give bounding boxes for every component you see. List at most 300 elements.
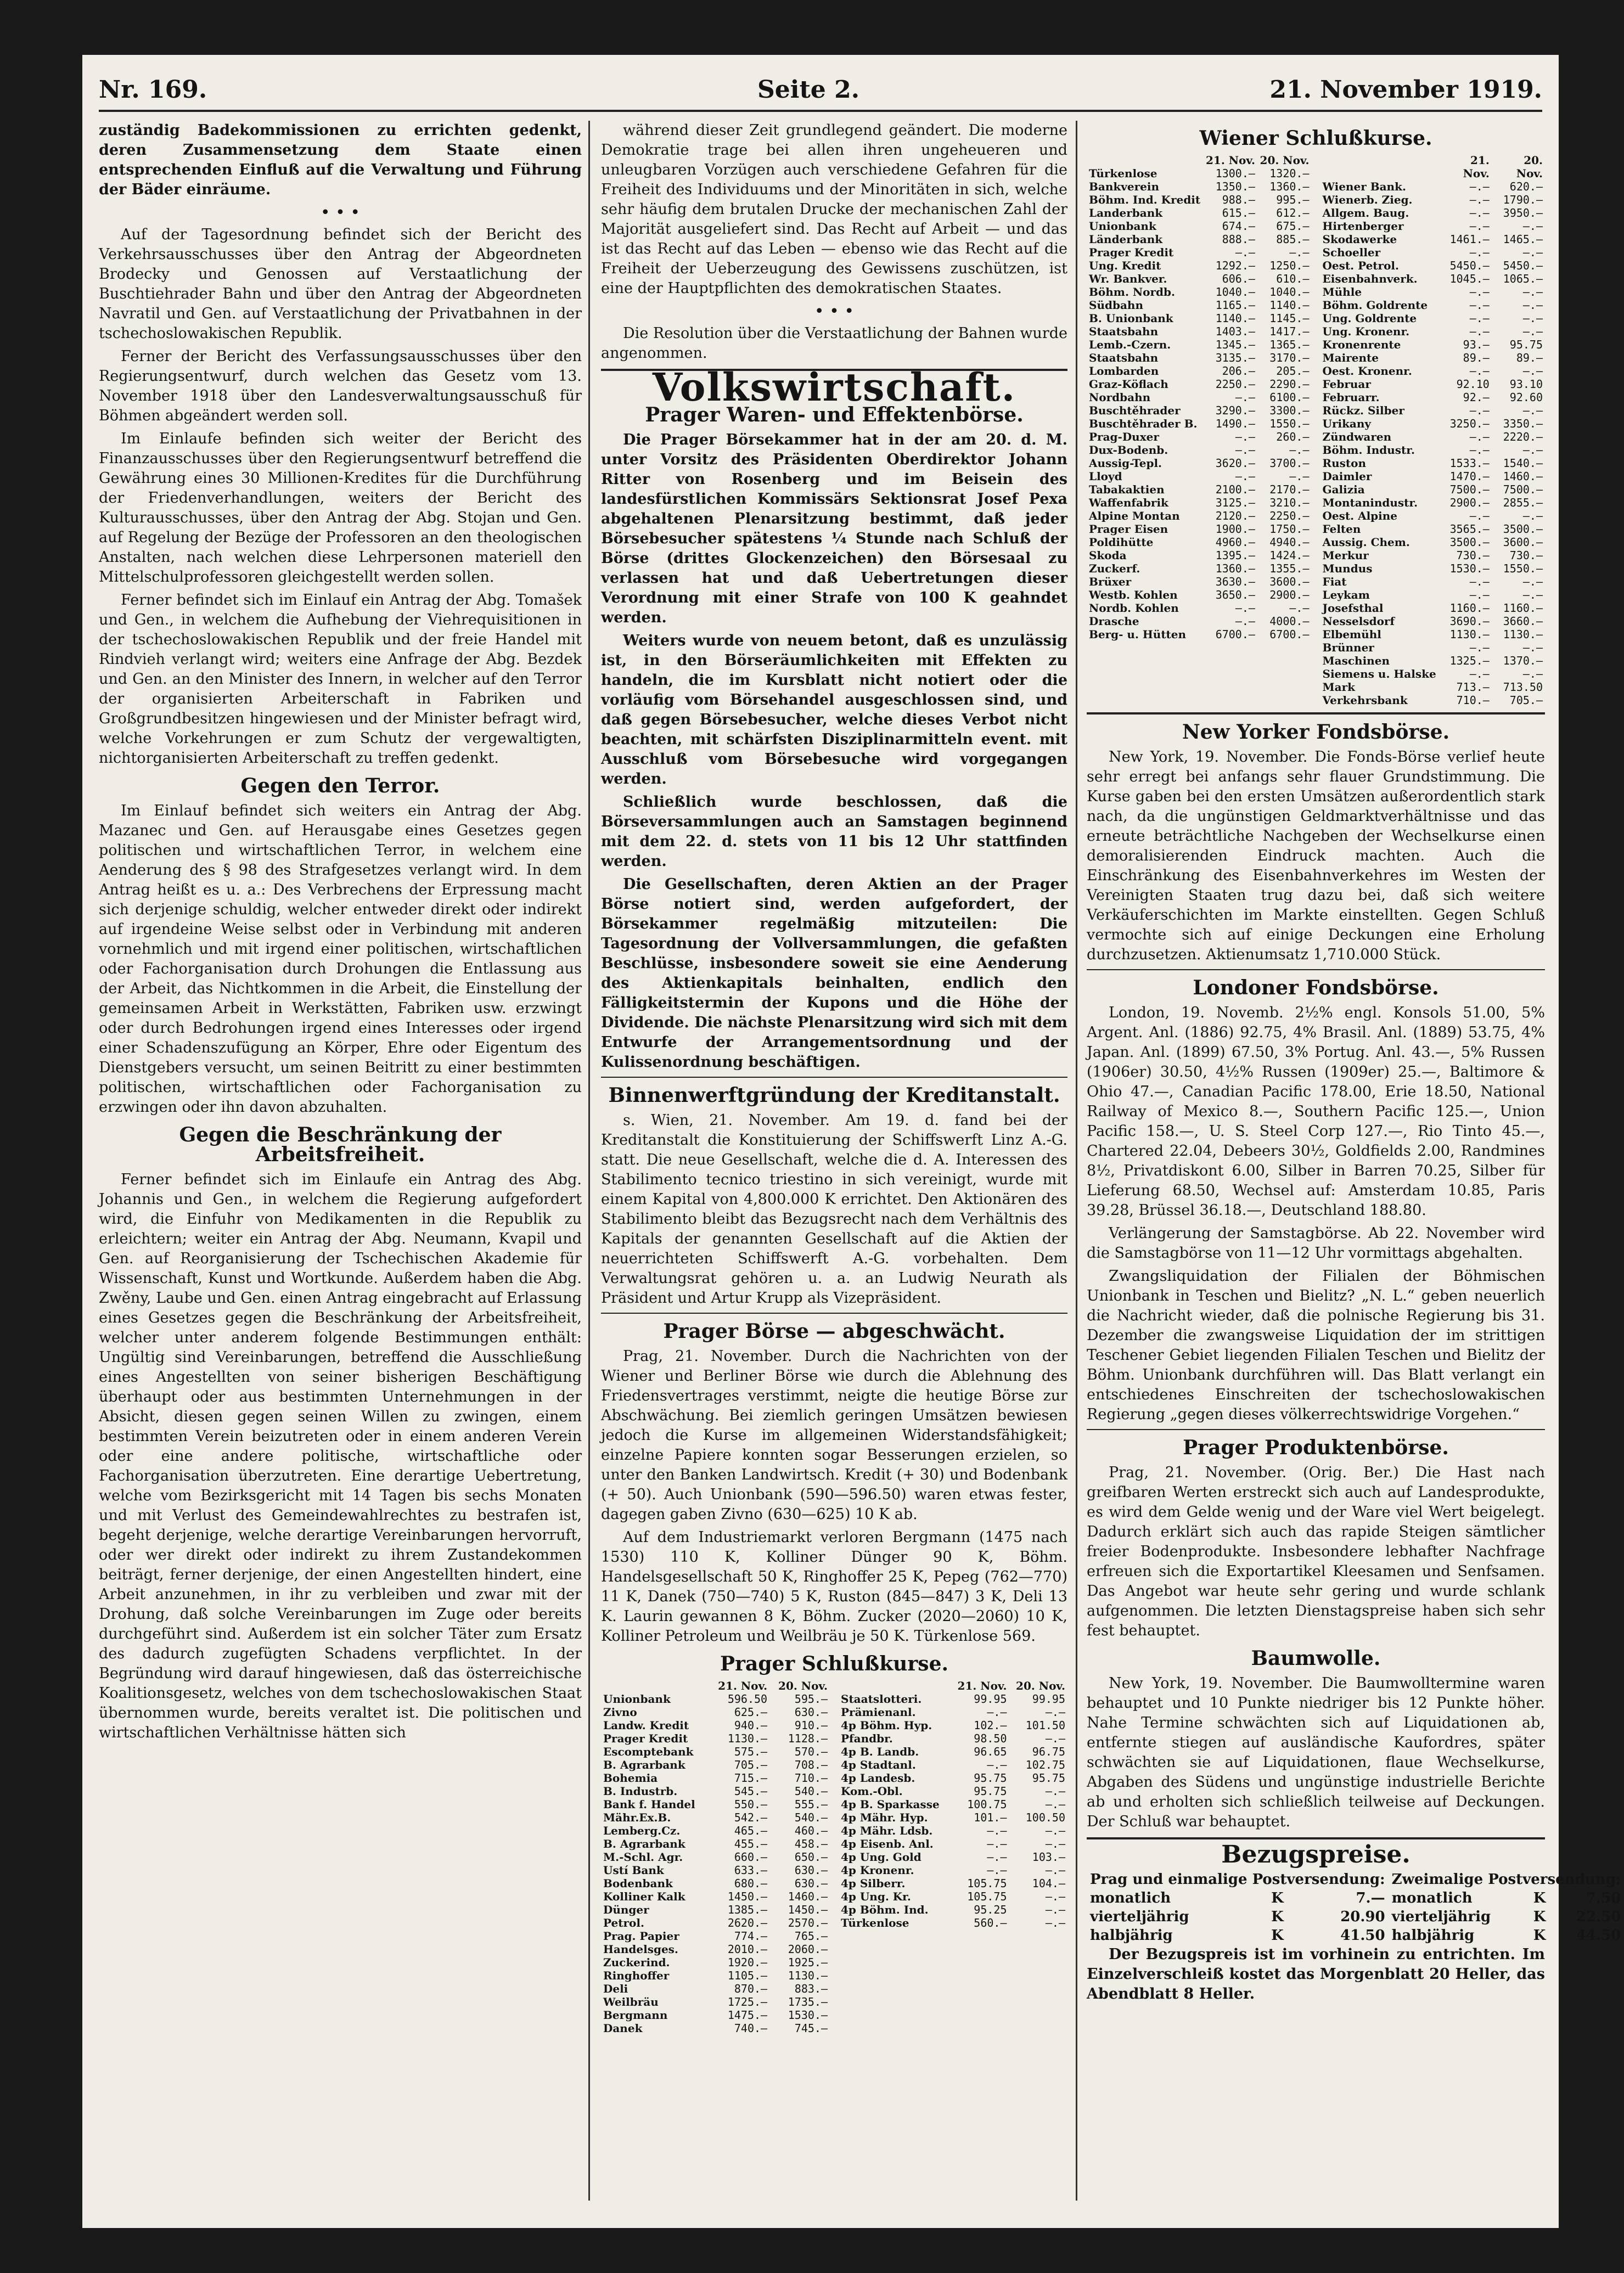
price-cell: —.—: [1522, 325, 1543, 338]
table-row: [1320, 417, 1546, 430]
security-name: Staatsbahn: [1089, 351, 1159, 364]
column-rule: [588, 121, 590, 2201]
table-row: [1320, 312, 1546, 325]
security-name: Februar: [1322, 378, 1371, 391]
section-heading: Baumwolle.: [1251, 1647, 1381, 1670]
price-cell: 740.—: [734, 2022, 768, 2035]
price-cell: 1725.—: [727, 1995, 768, 2008]
price-cell: 4000.—: [1269, 615, 1310, 628]
price-cell: —.—: [1469, 246, 1490, 259]
price-cell: 1145.—: [1269, 312, 1310, 325]
table-row: [601, 2022, 830, 2035]
price-cell: 705.—: [734, 1758, 768, 1771]
page-number: Seite 2.: [757, 76, 860, 104]
table-row: [839, 1758, 1067, 1771]
security-name: Dux-Bodenb.: [1089, 443, 1168, 457]
security-name: Prag-Duxer: [1089, 430, 1159, 443]
price-cell: 103.—: [1032, 1850, 1065, 1864]
security-name: Staatslotteri.: [841, 1692, 922, 1706]
price-cell: 1325.—: [1449, 654, 1490, 667]
subscription-cell: K: [1533, 1927, 1546, 1944]
table-row: [1087, 483, 1312, 496]
price-cell: 1540.—: [1503, 457, 1543, 470]
security-name: Petrol.: [603, 1916, 644, 1929]
price-cell: 98.50: [974, 1732, 1007, 1745]
price-cell: 1128.—: [788, 1732, 828, 1745]
price-cell: 595.—: [794, 1692, 828, 1706]
security-name: Kolliner Kalk: [603, 1890, 685, 1903]
security-name: Brünner: [1322, 641, 1374, 654]
price-cell: 1105.—: [727, 1969, 768, 1982]
security-name: Hirtenberger: [1322, 220, 1404, 233]
subscription-cell: vierteljährig: [1391, 1909, 1491, 1925]
table-row: [839, 1811, 1067, 1824]
column-rule: [1076, 121, 1077, 2201]
security-name: Wienerb. Zieg.: [1322, 193, 1413, 206]
paragraph: Die Gesellschaften, deren Aktien an der Prager Börse notiert sind, werden aufgefordert, der Börsekammer regelmäßig mitzuteilen: Die Tagesordnung der Vollversammlungen, die gefaßten Beschlüsse, insbesondere soweit sie eine Aenderung des Aktienkapitals beinhalten, endlich den Fälligkeitstermin der Kupons und die Höhe der Dividende. Die nächste Plenarsitzung wird sich mit dem Entwurfe der Arrangementsordnung und der Kulissenordnung beschäftigen.: [601, 876, 1067, 1071]
price-cell: 2620.—: [727, 1916, 768, 1929]
security-name: 4p Stadtanl.: [841, 1758, 916, 1771]
security-name: Urikany: [1322, 417, 1372, 430]
security-name: Brüxer: [1089, 575, 1132, 588]
section-heading: Gegen den Terror.: [240, 774, 440, 797]
price-cell: 260.—: [1276, 430, 1310, 443]
divider: [1087, 1837, 1545, 1839]
section-heading: Gegen die Beschränkung der Arbeitsfreiheit.: [179, 1123, 502, 1166]
security-name: Mark: [1322, 680, 1355, 694]
price-cell: —.—: [1235, 246, 1255, 259]
table-row: [601, 1732, 830, 1745]
security-name: Berg- u. Hütten: [1089, 628, 1187, 641]
price-cell: 95.25: [974, 1903, 1007, 1916]
security-name: Prager Kredit: [603, 1732, 688, 1745]
price-cell: 1460.—: [1503, 470, 1543, 483]
price-cell: 1370.—: [1503, 654, 1543, 667]
security-name: Mundus: [1322, 562, 1373, 575]
price-cell: 2570.—: [788, 1916, 828, 1929]
security-name: Nordb. Kohlen: [1089, 601, 1179, 615]
column-header: 20. Nov.: [778, 1679, 828, 1692]
price-cell: 1490.—: [1215, 417, 1255, 430]
security-name: Buschtěhrader B.: [1089, 417, 1198, 430]
subscription-cell: halbjährig: [1391, 1927, 1475, 1944]
table-row: [839, 1719, 1067, 1732]
table-row: [1087, 443, 1312, 457]
price-cell: —.—: [1235, 470, 1255, 483]
price-cell: 1140.—: [1215, 312, 1255, 325]
price-cell: 2010.—: [727, 1943, 768, 1956]
price-cell: —.—: [1469, 364, 1490, 378]
security-name: Böhm. Industr.: [1322, 443, 1415, 457]
price-cell: —.—: [987, 1824, 1007, 1837]
security-name: Lemb.-Czern.: [1089, 338, 1171, 351]
price-cell: 3500.—: [1503, 522, 1543, 536]
price-cell: 93.—: [1463, 338, 1490, 351]
price-cell: 708.—: [794, 1758, 828, 1771]
column-header: 20. Nov.: [1016, 1679, 1065, 1692]
table-row: [839, 1692, 1067, 1706]
section-heading: Prager Waren- und Effektenbörse.: [645, 403, 1024, 426]
table-row: [1320, 694, 1546, 707]
price-cell: 1355.—: [1269, 562, 1310, 575]
paragraph: Im Einlauf befindet sich weiters ein Antrag der Abg. Mazanec und Gen. auf Herausgabe eines Gesetzes gegen politischen und wirtschaftlichen Terror, in welchem eine Aenderung des § 98 des Strafgesetzes verlangt wird. In dem Antrag heißt es u. a.: Des Verbrechens der Erpressung macht sich derjenige schuldig, welcher entweder direkt oder indirekt auf irgendeine Weise selbst oder in Verbindung mit anderen vornehmlich und mit irgend einer politischen, wirtschaftlichen oder Fachorganisation durch Drohungen die Entlassung aus der Arbeit, das Nichtkommen in die Arbeit, die Einstellung der gemeinsamen Arbeit in Werkstätten, Fabriken usw. erzwingt oder durch Bedrohungen irgend eines Interesses oder irgend einer Schadenszufügung an Körper, Ehre oder Eigentum des Dienstgebers versucht, um seinen Beitritt zu einer bestimmten politischen, wirtschaftlichen oder Fachorganisation zu erzwingen oder ihn davon abzuhalten.: [99, 802, 582, 1116]
security-name: Zivno: [603, 1706, 637, 1719]
security-name: Wiener Bank.: [1322, 180, 1406, 193]
price-cell: 3620.—: [1215, 457, 1255, 470]
price-cell: 1040.—: [1215, 285, 1255, 299]
subscription-cell: K: [1533, 1890, 1546, 1906]
security-name: Deli: [603, 1982, 628, 1995]
price-cell: —.—: [1522, 404, 1543, 417]
price-cell: —.—: [1522, 220, 1543, 233]
price-cell: 713.—: [1456, 680, 1490, 694]
security-name: Eisenbahnverk.: [1322, 272, 1418, 285]
security-name: Länderbank: [1089, 233, 1163, 246]
security-name: Skodawerke: [1322, 233, 1397, 246]
table-row: [1087, 351, 1312, 364]
price-cell: —.—: [1045, 1864, 1065, 1877]
section-title: Volkswirtschaft.: [652, 364, 1016, 410]
table-row: [1320, 628, 1546, 641]
security-name: Ustí Bank: [603, 1864, 664, 1877]
table-row: [1320, 233, 1546, 246]
separator: • • •: [320, 203, 361, 222]
issue-date: 21. November 1919.: [1269, 76, 1542, 104]
subscription-cell: vierteljährig: [1090, 1909, 1189, 1925]
price-cell: 7500.—: [1449, 483, 1490, 496]
price-cell: 1292.—: [1215, 259, 1255, 272]
table-row: [1320, 522, 1546, 536]
table-row: [1320, 562, 1546, 575]
price-cell: —.—: [987, 1837, 1007, 1850]
security-name: Montanindustr.: [1322, 496, 1418, 509]
paragraph: New York, 19. November. Die Fonds-Börse verlief heute sehr erregt bei anfangs sehr flauer Grundstimmung. Die Kurse gaben bei den ersten Umsätzen außerordentlich stark nach, da die ungünstigen Geldmarktverhältnisse und das erneute beträchtliche Nachgeben der Wechselkurse einen demoralisierenden Eindruck machten. Auch die Einschränkung des Eisenbahnverkehres im Westen der Vereinigten Staaten trug dazu bei, daß sich weitere Verkäuferschichten im Markte einstellten. Gegen Schluß vermochte sich auf einige Deckungen eine Erholung durchzusetzen. Aktienumsatz 1,710.000 Stück.: [1087, 749, 1545, 963]
table-row: [839, 1771, 1067, 1785]
security-name: Böhm. Goldrente: [1322, 299, 1428, 312]
price-cell: 560.—: [974, 1916, 1007, 1929]
price-cell: 1461.—: [1449, 233, 1490, 246]
table-row: [1087, 272, 1312, 285]
subscription-cell: monatlich: [1090, 1890, 1171, 1906]
table-row: [1087, 299, 1312, 312]
table-row: [1087, 404, 1312, 417]
price-cell: 3690.—: [1449, 615, 1490, 628]
price-cell: 1300.—: [1215, 167, 1255, 180]
security-name: Felten: [1322, 522, 1361, 536]
table-row: [1087, 430, 1312, 443]
security-name: Unionbank: [603, 1692, 671, 1706]
table-row: [839, 1732, 1067, 1745]
price-cell: 3700.—: [1269, 457, 1310, 470]
table-row: [601, 1864, 830, 1877]
price-cell: —.—: [1469, 285, 1490, 299]
security-name: Siemens u. Halske: [1322, 667, 1436, 680]
security-name: Danek: [603, 2022, 643, 2035]
prague-closing-prices: [601, 1679, 1067, 2035]
table-row: [1087, 509, 1312, 522]
price-cell: —.—: [1045, 1824, 1065, 1837]
price-cell: 3170.—: [1269, 351, 1310, 364]
price-cell: —.—: [1289, 470, 1310, 483]
table-row: [1320, 378, 1546, 391]
price-cell: 95.75: [974, 1785, 1007, 1798]
security-name: Bergmann: [603, 2008, 668, 2022]
price-cell: —.—: [1235, 391, 1255, 404]
price-cell: —.—: [1045, 1732, 1065, 1745]
price-cell: —.—: [1469, 312, 1490, 325]
price-cell: 95.75: [974, 1771, 1007, 1785]
table-row: [601, 1890, 830, 1903]
price-cell: 4940.—: [1269, 536, 1310, 549]
price-cell: 1140.—: [1269, 299, 1310, 312]
price-cell: 205.—: [1276, 364, 1310, 378]
price-cell: 1065.—: [1503, 272, 1543, 285]
price-cell: 92.60: [1509, 391, 1543, 404]
price-cell: 1417.—: [1269, 325, 1310, 338]
table-row: [1087, 180, 1312, 193]
table-header: [601, 1679, 830, 1692]
security-name: Prag. Papier: [603, 1929, 679, 1943]
price-cell: —.—: [1289, 246, 1310, 259]
table-row: [1320, 615, 1546, 628]
security-name: 4p Kronenr.: [841, 1864, 914, 1877]
price-cell: 680.—: [734, 1877, 768, 1890]
price-cell: 2250.—: [1215, 378, 1255, 391]
table-row: [601, 1745, 830, 1758]
subscription-cell: 44.50: [1576, 1927, 1621, 1944]
subscription-prices: [1087, 1870, 1624, 1945]
price-cell: 93.10: [1509, 378, 1543, 391]
price-cell: 3350.—: [1503, 417, 1543, 430]
table-row: [1320, 404, 1546, 417]
security-name: Elbemühl: [1322, 628, 1381, 641]
price-cell: 89.—: [1463, 351, 1490, 364]
price-cell: 89.—: [1516, 351, 1543, 364]
price-cell: 1450.—: [727, 1890, 768, 1903]
security-name: Februarr.: [1322, 391, 1380, 404]
table-row: [1320, 457, 1546, 470]
price-cell: 630.—: [794, 1864, 828, 1877]
section-heading: Binnenwerftgründung der Kreditanstalt.: [608, 1084, 1060, 1107]
price-cell: 1465.—: [1503, 233, 1543, 246]
price-cell: 460.—: [794, 1824, 828, 1837]
paragraph: Prag, 21. November. (Orig. Ber.) Die Hast nach greifbaren Werten erstreckt sich auch auf Landesprodukte, es wird dem Gelde wenig und der Ware viel Wert beigelegt. Dadurch erklärt sich auch das rapide Steigen sämtlicher freier Bodenprodukte. Insbesondere lebhafter Nachfrage erfreuen sich die Exportartikel Kleesamen und Senfsamen. Das Angebot war heute sehr gering und wurde schlank aufgenommen. Die letzten Dienstagspreise haben sich sehr fest behauptet.: [1087, 1464, 1545, 1639]
price-cell: 3250.—: [1449, 417, 1490, 430]
price-table-right: [1320, 154, 1546, 707]
price-cell: 3210.—: [1269, 496, 1310, 509]
table-row: [1320, 259, 1546, 272]
price-cell: 988.—: [1222, 193, 1255, 206]
price-cell: 1360.—: [1269, 180, 1310, 193]
price-table-left: [1087, 154, 1312, 641]
price-cell: 1320.—: [1269, 167, 1310, 180]
price-cell: 6700.—: [1215, 628, 1255, 641]
security-name: Poldihütte: [1089, 536, 1154, 549]
column-header: 20. Nov.: [1516, 154, 1543, 180]
price-cell: 615.—: [1222, 206, 1255, 220]
price-cell: 1250.—: [1269, 259, 1310, 272]
price-cell: 910.—: [794, 1719, 828, 1732]
price-cell: 95.75: [1509, 338, 1543, 351]
price-cell: —.—: [1045, 1837, 1065, 1850]
price-cell: —.—: [1522, 667, 1543, 680]
table-row: [601, 1706, 830, 1719]
price-cell: —.—: [1045, 1785, 1065, 1798]
subscription-cell: K: [1271, 1890, 1284, 1906]
price-cell: —.—: [987, 1758, 1007, 1771]
security-name: 4p B. Sparkasse: [841, 1798, 940, 1811]
paragraph: Weiters wurde von neuem betont, daß es unzulässig ist, in den Börseräumlichkeiten mit Effekten zu handeln, die im Kursblatt nicht notiert oder die vorläufig vom Börsehandel ausgeschlossen sind, und daß gegen Börsebesucher, welche dieses Verbot nicht beachten, mit schärfsten Disziplinarmitteln event. mit Ausschluß vom Börsebesuche wird vorgegangen werden.: [601, 632, 1067, 787]
security-name: Galizia: [1322, 483, 1365, 496]
paragraph: Ferner der Bericht des Verfassungsausschusses über den Regierungsentwurf, durch welchen das Gesetz vom 13. November 1918 über den Landesverwaltungsausschuß für Böhmen abgeändert werden soll.: [99, 348, 582, 424]
price-cell: 1735.—: [788, 1995, 828, 2008]
price-cell: 1165.—: [1215, 299, 1255, 312]
subscription-cell: 7.50: [1586, 1890, 1621, 1906]
table-row: [1320, 206, 1546, 220]
table-row: [1087, 259, 1312, 272]
price-cell: 1920.—: [727, 1956, 768, 1969]
column-header: 21. Nov.: [1205, 154, 1255, 167]
price-cell: 96.75: [1032, 1745, 1065, 1758]
price-cell: —.—: [1469, 193, 1490, 206]
security-name: 4p Silberr.: [841, 1877, 906, 1890]
price-cell: 3950.—: [1503, 206, 1543, 220]
security-name: Nordbahn: [1089, 391, 1151, 404]
paragraph: Auf dem Industriemarkt verloren Bergmann (1475 nach 1530) 110 K, Kolliner Dünger 90 K, Böhm. Handelsgesellschaft 50 K, Ringhoffer 25 K, Pepeg (762—770) 11 K, Danek (750—740) 5 K, Ruston (845—847) 3 K, Deli 13 K. Laurin gewannen 8 K, Böhm. Zucker (2020—2060) 10 K, Kolliner Petroleum und Weilbräu je 50 K. Türkenlose 569.: [601, 1529, 1067, 1645]
price-cell: 3650.—: [1215, 588, 1255, 601]
table-row: [1320, 536, 1546, 549]
column-header: [1320, 154, 1438, 180]
security-name: 4p Eisenb. Anl.: [841, 1837, 934, 1850]
security-name: M.-Schl. Agr.: [603, 1850, 683, 1864]
security-name: Südbahn: [1089, 299, 1143, 312]
table-row: [1087, 220, 1312, 233]
separator: • • •: [814, 302, 855, 321]
price-cell: 713.50: [1503, 680, 1543, 694]
price-cell: 92.10: [1456, 378, 1490, 391]
price-cell: 3600.—: [1269, 575, 1310, 588]
price-cell: 101.—: [974, 1811, 1007, 1824]
table-row: [1320, 351, 1546, 364]
security-name: Wr. Bankver.: [1089, 272, 1167, 285]
price-cell: —.—: [1522, 246, 1543, 259]
price-cell: 995.—: [1276, 193, 1310, 206]
price-cell: —.—: [1045, 1903, 1065, 1916]
security-name: Zündwaren: [1322, 430, 1392, 443]
table-row: [1087, 167, 1312, 180]
table-row: [1320, 430, 1546, 443]
divider: [601, 1313, 1067, 1314]
paragraph: Der Bezugspreis ist im vorhinein zu entrichten. Im Einzelverschleiß kostet das Morgenblatt 20 Heller, das Abendblatt 8 Heller.: [1087, 1946, 1545, 2002]
price-cell: —.—: [1045, 1890, 1065, 1903]
price-cell: —.—: [1045, 1916, 1065, 1929]
price-cell: 101.50: [1025, 1719, 1065, 1732]
price-cell: 465.—: [734, 1824, 768, 1837]
security-name: Mühle: [1322, 285, 1362, 299]
security-name: Bohemia: [603, 1771, 658, 1785]
table-row: [601, 1811, 830, 1824]
security-name: Waffenfabrik: [1089, 496, 1168, 509]
price-cell: 545.—: [734, 1785, 768, 1798]
security-name: 4p Mähr. Ldsb.: [841, 1824, 933, 1837]
subscription-post-title: Zweimalige Postversendung:: [1391, 1871, 1621, 1888]
vienna-closing-prices: [1087, 154, 1545, 707]
table-row: [1320, 483, 1546, 496]
paragraph: Zwangsliquidation der Filialen der Böhmischen Unionbank in Teschen und Bielitz? „N. L.“ geben neuerlich die Nachricht wieder, daß die polnische Regierung bis 31. Dezember die zwangsweise Liquidation der im strittigen Teschener Gebiet liegenden Filialen Teschen und Bielitz der Böhm. Unionbank durchführen will. Das Blatt verlangt ein entschiedenes Einschreiten der tschechoslowakischen Regierung „gegen dieses völkerrechtswidrige Vorgehen.“: [1087, 1268, 1545, 1423]
section-title: Bezugspreise.: [1221, 1841, 1411, 1869]
price-cell: 710.—: [1456, 694, 1490, 707]
table-row: [601, 1943, 830, 1956]
security-name: Türkenlose: [841, 1916, 909, 1929]
security-name: Bankverein: [1089, 180, 1160, 193]
price-cell: 630.—: [794, 1877, 828, 1890]
price-cell: —.—: [1045, 1798, 1065, 1811]
security-name: Ung. Kredit: [1089, 259, 1161, 272]
column-1: [99, 121, 582, 2201]
table-row: [1320, 601, 1546, 615]
price-cell: —.—: [1522, 299, 1543, 312]
price-cell: —.—: [1235, 601, 1255, 615]
security-name: Böhm. Nordb.: [1089, 285, 1175, 299]
price-cell: 6700.—: [1269, 628, 1310, 641]
price-cell: 675.—: [1276, 220, 1310, 233]
price-cell: 1345.—: [1215, 338, 1255, 351]
price-cell: —.—: [1235, 615, 1255, 628]
security-name: Nesselsdorf: [1322, 615, 1395, 628]
price-cell: 2060.—: [788, 1943, 828, 1956]
security-name: 4p B. Landb.: [841, 1745, 919, 1758]
table-row: [601, 1785, 830, 1798]
security-name: Josefsthal: [1322, 601, 1384, 615]
price-cell: 550.—: [734, 1798, 768, 1811]
column-header: 21. Nov.: [718, 1679, 768, 1692]
page-header: [99, 71, 1542, 112]
price-cell: 1900.—: [1215, 522, 1255, 536]
price-cell: 100.50: [1025, 1811, 1065, 1824]
price-cell: 2120.—: [1215, 509, 1255, 522]
table-row: [1320, 285, 1546, 299]
subscription-cell: halbjährig: [1090, 1927, 1173, 1944]
table-row: [1320, 325, 1546, 338]
table-row: [601, 1877, 830, 1890]
security-name: 4p Böhm. Ind.: [841, 1903, 929, 1916]
table-row: [1320, 588, 1546, 601]
table-row: [839, 1837, 1067, 1850]
price-cell: 2220.—: [1503, 430, 1543, 443]
price-cell: 1925.—: [788, 1956, 828, 1969]
price-cell: —.—: [1469, 509, 1490, 522]
price-cell: 3135.—: [1215, 351, 1255, 364]
paragraph: Ferner befindet sich im Einlauf ein Antrag der Abg. Tomašek und Gen., in welchem die Aufhebung der Viehrequisitionen in der tschechoslowakischen Republik und der freie Handel mit Rindvieh verlangt wird; weiters eine Anfrage der Abg. Bezdek und Gen. an den Minister des Innern, in welcher auf den Terror der organisierten Arbeiterschaft in Fabriken und Großgrundbesitzen hingewiesen und der Minister befragt wird, welche Vorkehrungen er zum Schutz der vergewaltigten, nichtorganisierten Arbeiterschaft zu treffen gedenkt.: [99, 592, 582, 767]
table-row: [839, 1877, 1067, 1890]
table-row: [1087, 575, 1312, 588]
price-cell: —.—: [1469, 404, 1490, 417]
price-cell: 105.75: [967, 1890, 1007, 1903]
table-row: [839, 1785, 1067, 1798]
table-row: [601, 1837, 830, 1850]
price-cell: 1550.—: [1269, 417, 1310, 430]
price-cell: 1403.—: [1215, 325, 1255, 338]
table-row: [1087, 325, 1312, 338]
price-cell: —.—: [1469, 180, 1490, 193]
price-cell: 3300.—: [1269, 404, 1310, 417]
paragraph: s. Wien, 21. November. Am 19. d. fand bei der Kreditanstalt die Konstituierung der Schiffswerft Linz A.-G. statt. Die neue Gesellschaft, welche die d. A. Interessen des Stabilimento tecnico triestino in sich vereinigt, wurde mit einem Kapital von 4,800.000 K errichtet. Den Aktionären des Stabilimento bleibt das Bezugsrecht nach dem Verhältnis des Kapitals der genannten Gesellschaft auf die Aktien der neuerrichteten Schiffswerft A.-G. vorbehalten. Dem Verwaltungsrat gehören u. a. an Ludwig Neurath als Präsident und Artur Krupp als Vizepräsident.: [601, 1112, 1067, 1307]
column-header: [839, 1679, 951, 1692]
price-cell: —.—: [1522, 575, 1543, 588]
security-name: Aussig. Chem.: [1322, 536, 1410, 549]
security-name: Schoeller: [1322, 246, 1381, 259]
price-cell: 1530.—: [788, 2008, 828, 2022]
